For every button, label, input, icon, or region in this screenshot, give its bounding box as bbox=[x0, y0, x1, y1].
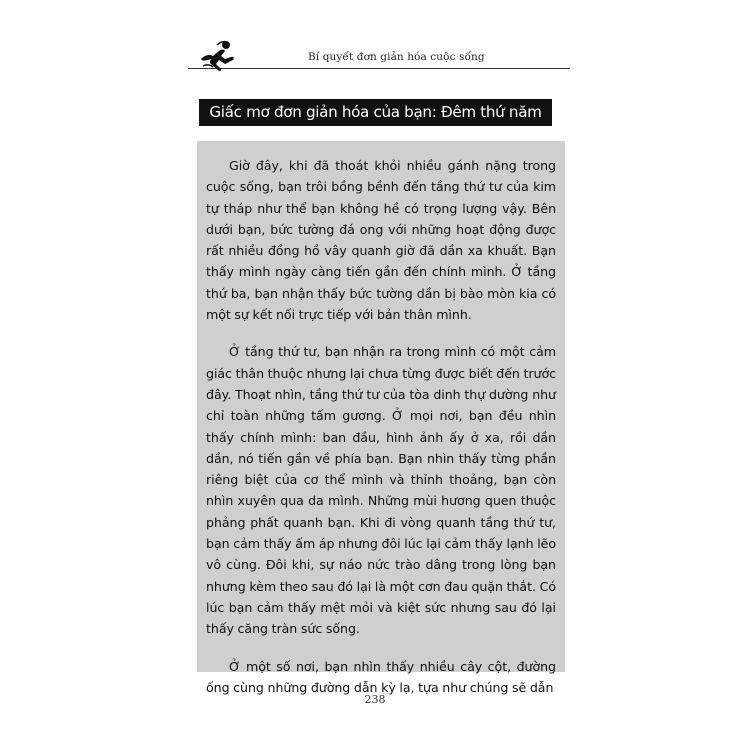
paragraph-2: Ở tầng thứ tư, bạn nhận ra trong mình có một cảm giác thân thuộc nhưng lại chưa từng được biết đến trước đây. Thoạt nhìn, tầng thứ tư của tòa dinh thự dường như chỉ toàn những tấm gương. Ở mọi nơi, bạn đều nhìn thấy chính mình: ban đầu, hình ảnh ấy ở xa, rồi dần dần, nó tiến gần về phía bạn. Bạn nhìn thấy từng phần riêng biệt của cơ thể mình và thỉnh thoảng, bạn còn nhìn xuyên qua da mình. Những mùi hương quen thuộc phảng phất quanh bạn. Khi đi vòng quanh tầng thứ tư, bạn cảm thấy ấm áp nhưng đôi lúc lại cảm thấy lạnh lẽo vô cùng. Đôi khi, sự náo nức trào dâng trong lòng bạn nhưng kèm theo sau đó lại là một cơn đau quặn thắt. Có lúc bạn cảm thấy mệt mỏi và kiệt sức nhưng sau đó lại thấy căng tràn sức sống. bbox=[206, 344, 556, 637]
highlighted-text-box bbox=[197, 141, 565, 695]
paragraph-1: Giờ đây, khi đã thoát khỏi nhiều gánh nặng trong cuộc sống, bạn trôi bồng bềnh đến tầng thứ tư của kim tự tháp như thể bạn không hề có trọng lượng vậy. Bên dưới bạn, bức tường đá ong với những hoạt động được rất nhiều đồng hồ vây quanh giờ đã dần xa khuất. Bạn thấy mình ngày càng tiến gần đến chính mình. Ở tầng thứ ba, bạn nhận thấy bức tường dần bị bào mòn kia có một sự kết nối trực tiếp với bản thân mình. bbox=[206, 158, 556, 323]
running-figure-icon bbox=[197, 39, 237, 73]
paragraph-3: Ở một số nơi, bạn nhìn thấy nhiều cây cột, đường ống cùng những đường dẫn kỳ lạ, tựa như chúng sẽ dẫn bbox=[206, 658, 556, 695]
chapter-title-banner: Giấc mơ đơn giản hóa của bạn: Đêm thứ năm bbox=[199, 99, 552, 126]
page-number: 238 bbox=[364, 693, 386, 706]
running-title: Bí quyết đơn giản hóa cuộc sống bbox=[308, 51, 485, 63]
running-header bbox=[188, 48, 570, 69]
